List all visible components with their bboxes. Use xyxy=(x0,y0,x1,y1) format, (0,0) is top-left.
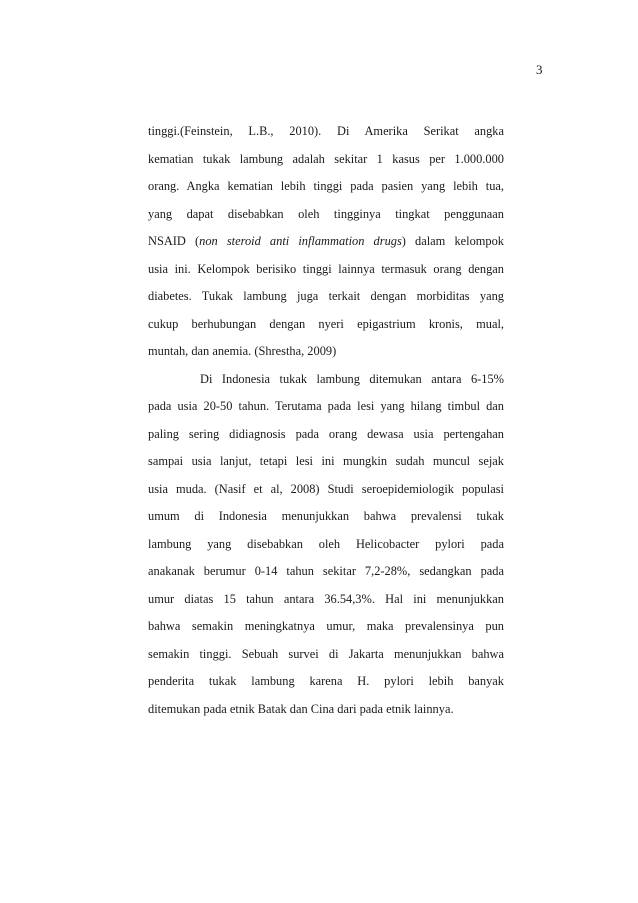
text-line: penderita tukak lambung karena H. pylori lebih banyak xyxy=(148,674,504,688)
text-line: ditemukan pada etnik Batak dan Cina dari pada etnik lainnya. xyxy=(148,701,454,716)
page-number: 3 xyxy=(536,62,543,77)
text-line: bahwa semakin meningkatnya umur, maka prevalensinya pun xyxy=(148,619,504,633)
text-line: semakin tinggi. Sebuah survei di Jakarta menunjukkan bahwa xyxy=(148,646,504,661)
text-line: paling sering didiagnosis pada orang dewasa usia pertengahan xyxy=(148,426,504,441)
text-line: tinggi.(Feinstein, L.B., 2010). Di Amerika Serikat angka xyxy=(148,124,504,138)
text-line: muntah, dan anemia. (Shrestha, 2009) xyxy=(148,344,337,358)
text-segment: ) dalam kelompok xyxy=(401,234,504,248)
text-line: sampai usia lanjut, tetapi lesi ini mungkin sudah muncul sejak xyxy=(148,454,504,468)
text-line: usia ini. Kelompok berisiko tinggi lainnya termasuk orang dengan xyxy=(148,261,504,276)
text-line: diabetes. Tukak lambung juga terkait dengan morbiditas yang xyxy=(148,289,504,303)
text-line: umum di Indonesia menunjukkan bahwa prevalensi tukak xyxy=(148,509,504,523)
text-line: pada usia 20-50 tahun. Terutama pada lesi yang hilang timbul dan xyxy=(148,399,504,413)
text-segment: NSAID ( xyxy=(148,234,200,248)
paragraph-first-line: Di Indonesia tukak lambung ditemukan antara 6-15% xyxy=(200,371,504,386)
text-line: anakanak berumur 0-14 tahun sekitar 7,2-28%, sedangkan pada xyxy=(148,564,504,578)
text-line: kematian tukak lambung adalah sekitar 1 kasus per 1.000.000 xyxy=(148,151,504,166)
text-line: cukup berhubungan dengan nyeri epigastrium kronis, mual, xyxy=(148,316,504,331)
text-line: yang dapat disebabkan oleh tingginya tingkat penggunaan xyxy=(148,206,504,221)
text-line: umur diatas 15 tahun antara 36.54,3%. Hal ini menunjukkan xyxy=(148,591,504,606)
italic-term: non steroid anti inflammation drugs xyxy=(199,234,402,248)
text-line: usia muda. (Nasif et al, 2008) Studi seroepidemiologik populasi xyxy=(148,481,504,496)
text-line: lambung yang disebabkan oleh Helicobacter pylori pada xyxy=(148,536,504,551)
text-line: orang. Angka kematian lebih tinggi pada pasien yang lebih tua, xyxy=(148,179,504,193)
body-text xyxy=(148,118,504,723)
text-line xyxy=(148,228,504,256)
